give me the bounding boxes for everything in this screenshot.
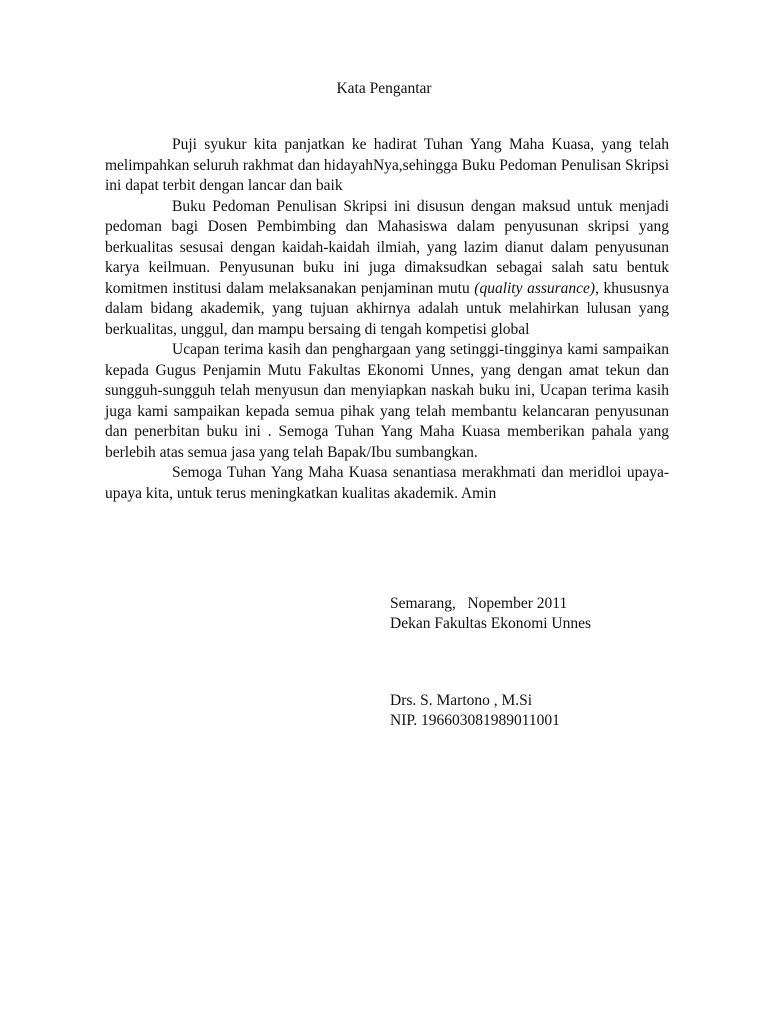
paragraph-4 — [105, 463, 669, 504]
paragraph-2-italic-term: (quality assurance) — [474, 279, 596, 297]
signature-place-date: Semarang, Nopember 2011 — [390, 595, 568, 612]
paragraph-3 — [105, 340, 669, 463]
signature-position: Dekan Fakultas Ekonomi Unnes — [390, 615, 592, 632]
page-title: Kata Pengantar — [336, 80, 432, 97]
paragraph-2-text-start: Buku Pedoman Penulisan Skripsi ini disusun dengan maksud untuk menjadi pedoman bagi Dosen Pembimbing dan Mahasiswa dalam penyusunan skripsi yang berkualitas sesusai dengan kaidah-kaidah ilmiah, yang lazim dianut dalam penyusunan karya keilmuan. Penyusunan buku ini juga dimaksudkan sebagai salah satu bentuk komitmen institusi dalam melaksanakan penjaminan mutu — [105, 197, 669, 297]
paragraph-4-text: Semoga Tuhan Yang Maha Kuasa senantiasa merakhmati dan meridloi upaya-upaya kita, untuk terus meningkatkan kualitas akademik. Amin — [105, 464, 669, 502]
body-text — [105, 135, 669, 504]
signature-nip: NIP. 196603081989011001 — [390, 712, 560, 729]
paragraph-3-text: Ucapan terima kasih dan penghargaan yang setinggi-tingginya kami sampaikan kepada Gugus Penjamin Mutu Fakultas Ekonomi Unnes, yang dengan amat tekun dan sungguh-sungguh telah menyusun dan menyiapkan naskah buku ini, Ucapan terima kasih juga kami sampaikan kepada semua pihak yang telah membantu kelancaran penyusunan dan penerbitan buku ini . Semoga Tuhan Yang Maha Kuasa memberikan pahala yang berlebih atas semua jasa yang telah Bapak/Ibu sumbangkan. — [105, 341, 669, 461]
paragraph-1-text: Puji syukur kita panjatkan ke hadirat Tuhan Yang Maha Kuasa, yang telah melimpahkan seluruh rakhmat dan hidayahNya,sehingga Buku Pedoman Penulisan Skripsi ini dapat terbit dengan lancar dan baik — [105, 136, 669, 194]
paragraph-2 — [105, 197, 669, 341]
paragraph-2-text-end: , khususnya dalam bidang akademik, yang tujuan akhirnya adalah untuk melahirkan lulusan yang berkualitas, unggul, dan mampu bersaing di tengah kompetisi global — [105, 279, 669, 338]
paragraph-1 — [105, 135, 669, 197]
signature-name: Drs. S. Martono , M.Si — [390, 692, 533, 709]
